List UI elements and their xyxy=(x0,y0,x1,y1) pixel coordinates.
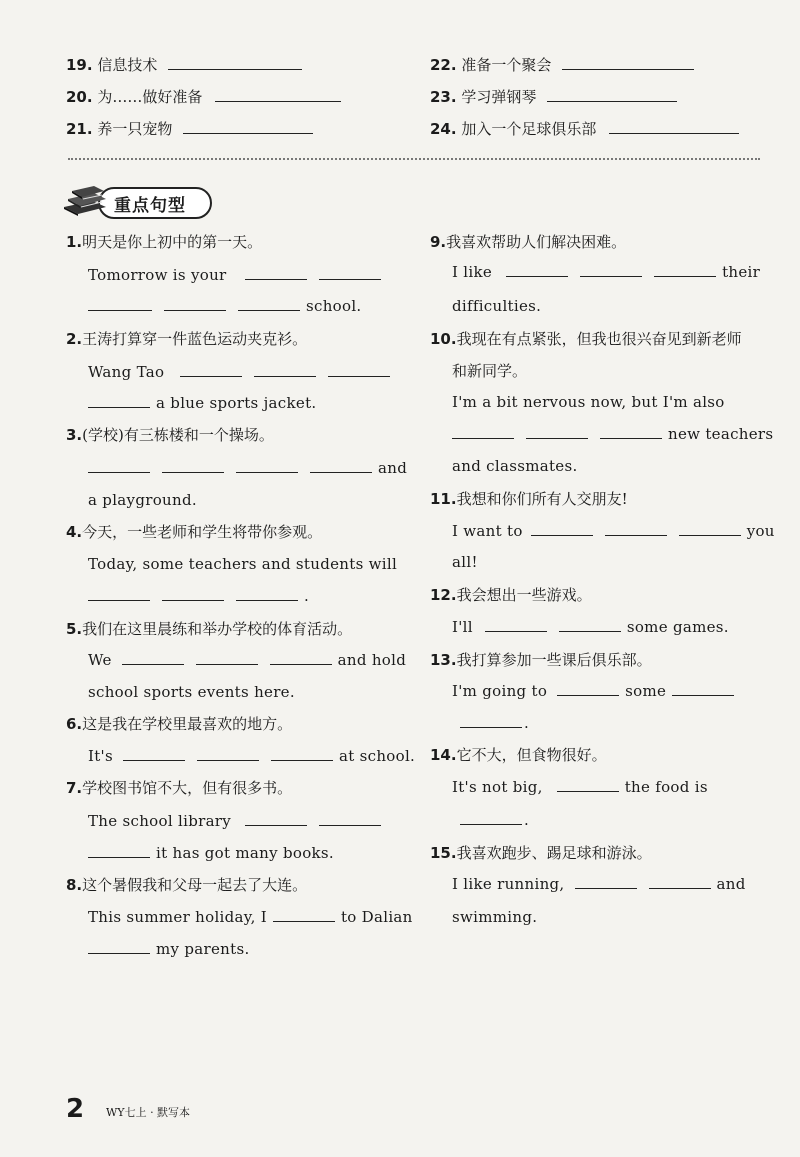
answer-blank[interactable] xyxy=(162,458,224,473)
item-number: 19. xyxy=(66,56,93,74)
answer-blank[interactable] xyxy=(672,681,734,696)
answer-blank[interactable] xyxy=(180,362,242,377)
answer-blank[interactable] xyxy=(328,362,390,377)
answer-blank[interactable] xyxy=(575,874,637,889)
question-8: 8.这个暑假我和父母一起去了大连。 xyxy=(66,876,308,894)
books-icon xyxy=(62,185,108,217)
answer-blank[interactable] xyxy=(88,843,150,858)
vocab-item-24 xyxy=(430,119,739,139)
answer-line-9b: difficulties. xyxy=(452,297,542,315)
vocab-item-23 xyxy=(430,87,677,107)
answer-line-7b: it has got many books. xyxy=(88,843,334,863)
question-13: 13.我打算参加一些课后俱乐部。 xyxy=(430,651,652,669)
answer-line-8b: my parents. xyxy=(88,939,250,959)
answer-blank[interactable] xyxy=(123,746,185,761)
question-10-cont: 和新同学。 xyxy=(452,362,528,380)
answer-blank[interactable] xyxy=(88,458,150,473)
footer-label: WY七上 · 默写本 xyxy=(106,1106,191,1119)
item-number: 20. xyxy=(66,88,93,106)
answer-line-10c: and classmates. xyxy=(452,457,578,475)
answer-line-10a: I'm a bit nervous now, but I'm also xyxy=(452,393,725,411)
item-number: 24. xyxy=(430,120,457,138)
dotted-divider xyxy=(68,158,760,160)
answer-blank[interactable] xyxy=(183,119,313,134)
answer-blank[interactable] xyxy=(557,777,619,792)
answer-blank[interactable] xyxy=(557,681,619,696)
vocab-item-21 xyxy=(66,119,313,139)
answer-blank[interactable] xyxy=(600,424,662,439)
item-number: 21. xyxy=(66,120,93,138)
answer-blank[interactable] xyxy=(245,811,307,826)
answer-line-10b: new teachers xyxy=(452,424,773,444)
answer-blank[interactable] xyxy=(162,586,224,601)
answer-blank[interactable] xyxy=(122,650,184,665)
vocab-item-22 xyxy=(430,55,694,75)
answer-blank[interactable] xyxy=(460,713,522,728)
answer-blank[interactable] xyxy=(88,586,150,601)
item-number: 22. xyxy=(430,56,457,74)
answer-blank[interactable] xyxy=(271,746,333,761)
answer-line-9a: I like their xyxy=(452,263,761,281)
answer-blank[interactable] xyxy=(452,424,514,439)
answer-line-14a: It's not big, the food is xyxy=(452,778,708,796)
answer-blank[interactable] xyxy=(88,296,152,311)
answer-blank[interactable] xyxy=(531,521,593,536)
answer-line-1b: school. xyxy=(88,296,362,316)
section-title: 重点句型 xyxy=(114,196,186,216)
answer-line-11a: I want to you xyxy=(452,522,775,540)
answer-blank[interactable] xyxy=(236,586,298,601)
answer-blank[interactable] xyxy=(679,521,741,536)
question-10: 10.我现在有点紧张，但我也很兴奋见到新老师 xyxy=(430,330,742,348)
answer-blank[interactable] xyxy=(526,424,588,439)
question-6: 6.这是我在学校里最喜欢的地方。 xyxy=(66,715,293,733)
item-text: 信息技术 xyxy=(97,56,158,74)
item-number: 23. xyxy=(430,88,457,106)
answer-line-4b: . xyxy=(88,586,309,606)
answer-blank[interactable] xyxy=(245,265,307,280)
answer-line-12a: I'll some games. xyxy=(452,618,729,636)
answer-line-15a: I like running, and xyxy=(452,875,746,893)
answer-line-13a: I'm going to some xyxy=(452,681,740,701)
answer-line-14b: . xyxy=(452,810,529,830)
vocab-item-20 xyxy=(66,87,341,107)
question-3: 3.(学校)有三栋楼和一个操场。 xyxy=(66,426,274,444)
answer-blank[interactable] xyxy=(270,650,332,665)
answer-blank[interactable] xyxy=(164,296,226,311)
question-12: 12.我会想出一些游戏。 xyxy=(430,586,592,604)
answer-blank[interactable] xyxy=(88,393,150,408)
answer-line-4a: Today, some teachers and students will xyxy=(88,555,398,573)
question-5: 5.我们在这里晨练和举办学校的体育活动。 xyxy=(66,620,353,638)
question-2: 2.王涛打算穿一件蓝色运动夹克衫。 xyxy=(66,330,308,348)
question-15: 15.我喜欢跑步、踢足球和游泳。 xyxy=(430,844,652,862)
question-7: 7.学校图书馆不大，但有很多书。 xyxy=(66,779,293,797)
answer-line-7a: The school library xyxy=(88,811,387,831)
page-number: 2 xyxy=(66,1094,85,1124)
item-text: 为……做好准备 xyxy=(97,88,203,106)
item-text: 加入一个足球俱乐部 xyxy=(461,120,597,138)
item-text: 准备一个聚会 xyxy=(461,56,552,74)
answer-blank[interactable] xyxy=(460,810,522,825)
answer-line-6a: It's at school. xyxy=(88,747,416,765)
answer-blank[interactable] xyxy=(236,458,298,473)
answer-blank[interactable] xyxy=(238,296,300,311)
answer-blank[interactable] xyxy=(562,55,694,70)
answer-line-1a: Tomorrow is your xyxy=(88,265,387,285)
answer-blank[interactable] xyxy=(649,874,711,889)
answer-line-3a: and xyxy=(88,458,407,478)
answer-blank[interactable] xyxy=(254,362,316,377)
answer-line-13b: . xyxy=(452,713,529,733)
answer-line-11b: all! xyxy=(452,553,478,571)
answer-line-2b: a blue sports jacket. xyxy=(88,393,316,413)
item-text: 学习弹钢琴 xyxy=(461,88,537,106)
section-header xyxy=(62,183,212,219)
question-11: 11.我想和你们所有人交朋友! xyxy=(430,490,628,508)
answer-blank[interactable] xyxy=(605,521,667,536)
answer-blank[interactable] xyxy=(319,265,381,280)
answer-blank[interactable] xyxy=(559,617,621,632)
answer-blank[interactable] xyxy=(310,458,372,473)
answer-blank[interactable] xyxy=(88,939,150,954)
answer-line-15b: swimming. xyxy=(452,908,538,926)
answer-blank[interactable] xyxy=(609,119,739,134)
answer-line-3b: a playground. xyxy=(88,491,197,509)
answer-blank[interactable] xyxy=(215,87,341,102)
answer-blank[interactable] xyxy=(506,262,568,277)
question-1: 1.明天是你上初中的第一天。 xyxy=(66,233,263,251)
answer-blank[interactable] xyxy=(197,746,259,761)
answer-line-5b: school sports events here. xyxy=(88,683,295,701)
answer-line-2a: Wang Tao xyxy=(88,362,396,382)
vocab-item-19 xyxy=(66,55,302,75)
answer-line-8a: This summer holiday, I to Dalian xyxy=(88,908,413,926)
answer-blank[interactable] xyxy=(580,262,642,277)
question-9: 9.我喜欢帮助人们解决困难。 xyxy=(430,233,627,251)
question-4: 4.今天，一些老师和学生将带你参观。 xyxy=(66,523,323,541)
answer-blank[interactable] xyxy=(168,55,302,70)
question-14: 14.它不大，但食物很好。 xyxy=(430,746,607,764)
answer-line-5a: We and hold xyxy=(88,651,407,669)
answer-blank[interactable] xyxy=(485,617,547,632)
item-text: 养一只宠物 xyxy=(97,120,173,138)
answer-blank[interactable] xyxy=(273,907,335,922)
answer-blank[interactable] xyxy=(196,650,258,665)
answer-blank[interactable] xyxy=(654,262,716,277)
answer-blank[interactable] xyxy=(319,811,381,826)
answer-blank[interactable] xyxy=(547,87,677,102)
